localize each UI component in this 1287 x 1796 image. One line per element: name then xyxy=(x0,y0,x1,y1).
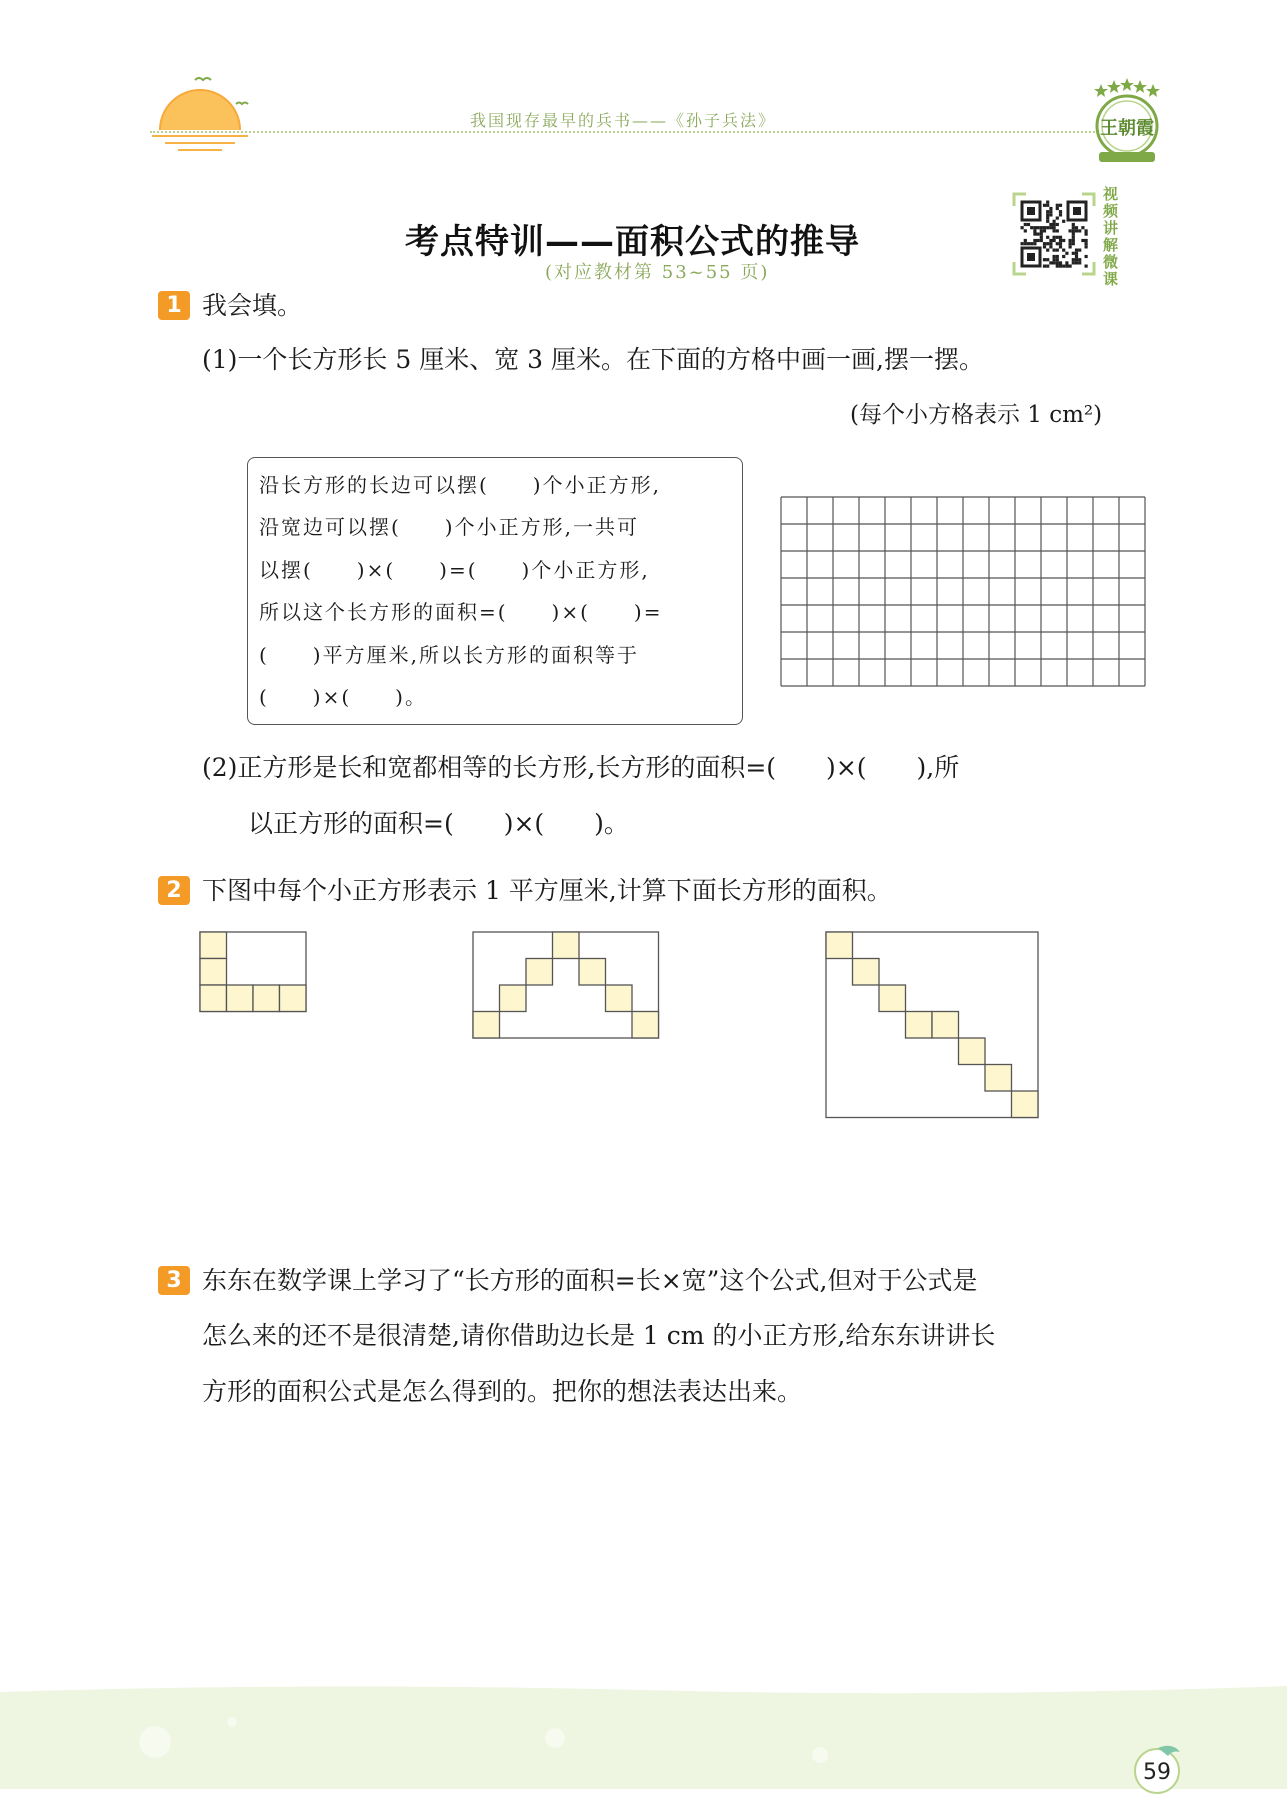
qr-module xyxy=(1062,239,1065,242)
unit-square xyxy=(906,1012,933,1039)
unit-square xyxy=(826,932,853,959)
unit-square xyxy=(553,932,580,959)
fill-box-line[interactable]: 沿宽边可以摆( )个小正方形,一共可 xyxy=(259,515,639,539)
unit-square xyxy=(200,932,227,959)
qr-module xyxy=(1053,236,1056,239)
qr-module xyxy=(1069,229,1072,232)
unit-square xyxy=(985,1065,1012,1092)
qr-module xyxy=(1046,226,1049,229)
question-1-part-2-line-2[interactable]: 以正方形的面积=( )×( )。 xyxy=(248,809,629,838)
qr-module xyxy=(1046,249,1049,252)
fill-box-line[interactable]: 所以这个长方形的面积=( )×( )= xyxy=(259,600,663,624)
qr-module xyxy=(1027,223,1030,226)
qr-module xyxy=(1062,255,1065,258)
qr-module xyxy=(1043,242,1046,245)
qr-module xyxy=(1046,258,1049,261)
qr-module xyxy=(1049,210,1052,213)
qr-module xyxy=(1043,245,1046,248)
qr-module xyxy=(1049,223,1052,226)
unit-square xyxy=(473,1012,500,1039)
qr-module xyxy=(1085,242,1088,245)
qr-module xyxy=(1049,239,1052,242)
qr-module xyxy=(1075,229,1078,232)
qr-module xyxy=(1072,226,1075,229)
qr-module xyxy=(1056,242,1059,245)
qr-module xyxy=(1024,239,1027,242)
qr-module xyxy=(1072,233,1075,236)
qr-module xyxy=(1033,226,1036,229)
fill-box-line[interactable]: 以摆( )×( )=( )个小正方形, xyxy=(259,558,650,582)
question-1-part-1: (1)一个长方形长 5 厘米、宽 3 厘米。在下面的方格中画一画,摆一摆。 xyxy=(202,345,984,374)
qr-module xyxy=(1037,226,1040,229)
unit-square xyxy=(526,959,553,986)
qr-module xyxy=(1049,242,1052,245)
unit-square xyxy=(632,1012,659,1039)
qr-label-char: 微 xyxy=(1103,253,1119,271)
qr-module xyxy=(1040,229,1043,232)
question-1-number: 1 xyxy=(158,291,190,320)
qr-module xyxy=(1024,242,1027,245)
qr-module xyxy=(1046,265,1049,268)
qr-module xyxy=(1075,255,1078,258)
question-1-part-2-line-1[interactable]: (2)正方形是长和宽都相等的长方形,长方形的面积=( )×( ),所 xyxy=(202,753,960,782)
qr-module xyxy=(1046,242,1049,245)
qr-module xyxy=(1059,213,1062,216)
qr-module xyxy=(1078,249,1081,252)
unit-square xyxy=(500,985,527,1012)
qr-module xyxy=(1033,239,1036,242)
qr-module xyxy=(1056,229,1059,232)
qr-label xyxy=(1103,186,1121,288)
qr-label-char: 频 xyxy=(1103,202,1119,220)
qr-module xyxy=(1053,220,1056,223)
unit-square xyxy=(932,1012,959,1039)
qr-module xyxy=(1053,258,1056,261)
qr-module xyxy=(1069,245,1072,248)
qr-module xyxy=(1043,226,1046,229)
qr-module xyxy=(1040,239,1043,242)
qr-module xyxy=(1056,265,1059,268)
qr-module xyxy=(1072,236,1075,239)
unit-square xyxy=(853,959,880,986)
qr-module xyxy=(1085,245,1088,248)
qr-module xyxy=(1043,258,1046,261)
qr-module xyxy=(1059,265,1062,268)
brand-logo-icon xyxy=(1087,76,1167,166)
qr-module xyxy=(1056,255,1059,258)
qr-module xyxy=(1078,261,1081,264)
qr-module xyxy=(1056,223,1059,226)
qr-module xyxy=(1059,245,1062,248)
qr-module xyxy=(1081,226,1084,229)
unit-square xyxy=(200,959,227,986)
question-3-line-1: 东东在数学课上学习了“长方形的面积=长×宽”这个公式,但对于公式是 xyxy=(202,1266,978,1295)
question-2-heading: 下图中每个小正方形表示 1 平方厘米,计算下面长方形的面积。 xyxy=(202,876,892,905)
qr-module xyxy=(1049,213,1052,216)
page-title: 考点特训——面积公式的推导 xyxy=(405,222,860,262)
unit-square xyxy=(579,959,606,986)
qr-module xyxy=(1056,236,1059,239)
qr-module xyxy=(1062,265,1065,268)
qr-module xyxy=(1085,229,1088,232)
qr-module xyxy=(1040,226,1043,229)
qr-module xyxy=(1072,252,1075,255)
qr-module xyxy=(1043,265,1046,268)
running-title: 我国现存最早的兵书——《孙子兵法》 xyxy=(470,111,777,130)
qr-module xyxy=(1056,204,1059,207)
qr-code-icon[interactable] xyxy=(1012,192,1096,276)
qr-module xyxy=(1056,261,1059,264)
area-figure-3 xyxy=(825,931,1041,1119)
header-divider xyxy=(150,131,1095,133)
unit-square xyxy=(959,1038,986,1065)
qr-module xyxy=(1056,258,1059,261)
qr-module xyxy=(1085,233,1088,236)
unit-square xyxy=(879,985,906,1012)
qr-module xyxy=(1072,242,1075,245)
unit-square xyxy=(606,985,633,1012)
qr-module xyxy=(1046,217,1049,220)
unit-square xyxy=(227,985,254,1012)
qr-module xyxy=(1046,220,1049,223)
page-subtitle: (对应教材第 53~55 页) xyxy=(545,262,770,283)
qr-label-char: 解 xyxy=(1103,236,1119,254)
qr-module xyxy=(1049,226,1052,229)
qr-module xyxy=(1046,236,1049,239)
qr-module xyxy=(1069,242,1072,245)
qr-module xyxy=(1033,229,1036,232)
qr-module xyxy=(1059,242,1062,245)
qr-module xyxy=(1062,220,1065,223)
qr-module xyxy=(1059,261,1062,264)
qr-module xyxy=(1046,204,1049,207)
qr-module xyxy=(1033,242,1036,245)
qr-module xyxy=(1069,239,1072,242)
qr-module xyxy=(1053,255,1056,258)
qr-module xyxy=(1059,204,1062,207)
qr-module xyxy=(1049,245,1052,248)
question-2-number: 2 xyxy=(158,876,190,905)
qr-module xyxy=(1075,261,1078,264)
qr-module xyxy=(1081,239,1084,242)
fill-box-line[interactable]: ( )×( )。 xyxy=(259,685,427,709)
qr-module xyxy=(1069,265,1072,268)
fill-box-line[interactable]: ( )平方厘米,所以长方形的面积等于 xyxy=(259,643,639,667)
qr-module xyxy=(1040,236,1043,239)
qr-module xyxy=(1085,239,1088,242)
qr-module xyxy=(1072,239,1075,242)
qr-module xyxy=(1075,258,1078,261)
qr-module xyxy=(1046,201,1049,204)
qr-module xyxy=(1075,226,1078,229)
qr-label-char: 讲 xyxy=(1103,219,1119,237)
qr-module xyxy=(1072,229,1075,232)
qr-module xyxy=(1037,239,1040,242)
qr-module xyxy=(1075,252,1078,255)
qr-module xyxy=(1056,217,1059,220)
question-1-unit-note: (每个小方格表示 1 cm²) xyxy=(850,402,1103,428)
qr-module xyxy=(1053,261,1056,264)
qr-module xyxy=(1053,223,1056,226)
footer-background xyxy=(0,1680,1287,1789)
qr-module xyxy=(1056,207,1059,210)
qr-module xyxy=(1037,233,1040,236)
question-3-line-2: 怎么来的还不是很清楚,请你借助边长是 1 cm 的小正方形,给东东讲讲长 xyxy=(202,1321,996,1350)
drawing-grid[interactable] xyxy=(780,496,1150,690)
question-3-line-3: 方形的面积公式是怎么得到的。把你的想法表达出来。 xyxy=(202,1377,803,1406)
qr-module xyxy=(1072,258,1075,261)
unit-square xyxy=(253,985,280,1012)
qr-label-char: 视 xyxy=(1103,185,1119,203)
qr-module xyxy=(1059,210,1062,213)
qr-module xyxy=(1078,229,1081,232)
qr-module xyxy=(1059,239,1062,242)
qr-module xyxy=(1053,239,1056,242)
qr-module xyxy=(1030,242,1033,245)
qr-module xyxy=(1053,229,1056,232)
qr-module xyxy=(1059,236,1062,239)
qr-module xyxy=(1078,258,1081,261)
fill-box-line[interactable]: 沿长方形的长边可以摆( )个小正方形, xyxy=(259,473,661,497)
qr-module xyxy=(1065,261,1068,264)
qr-module xyxy=(1046,213,1049,216)
qr-module xyxy=(1065,252,1068,255)
qr-module xyxy=(1085,255,1088,258)
qr-module xyxy=(1056,249,1059,252)
qr-module xyxy=(1049,207,1052,210)
sun-decoration-icon xyxy=(150,70,250,160)
question-3-number: 3 xyxy=(158,1266,190,1295)
qr-module xyxy=(1027,242,1030,245)
qr-module xyxy=(1072,223,1075,226)
qr-module xyxy=(1030,226,1033,229)
qr-module xyxy=(1033,233,1036,236)
qr-module xyxy=(1043,229,1046,232)
qr-module xyxy=(1075,249,1078,252)
qr-module xyxy=(1085,265,1088,268)
qr-module xyxy=(1072,261,1075,264)
qr-module xyxy=(1053,249,1056,252)
qr-module xyxy=(1049,261,1052,264)
unit-square xyxy=(200,985,227,1012)
qr-module xyxy=(1046,210,1049,213)
qr-module xyxy=(1040,233,1043,236)
qr-module xyxy=(1021,242,1024,245)
qr-module xyxy=(1024,229,1027,232)
question-1-heading: 我会填。 xyxy=(202,291,303,320)
area-figure-2 xyxy=(472,931,662,1041)
qr-module xyxy=(1065,265,1068,268)
qr-module xyxy=(1053,226,1056,229)
page-number: 59 xyxy=(1143,1760,1171,1785)
area-figure-1 xyxy=(199,931,309,1013)
qr-module xyxy=(1043,204,1046,207)
qr-label-char: 课 xyxy=(1103,270,1119,288)
brand-logo-text: 王朝霞 xyxy=(1100,118,1154,139)
unit-square xyxy=(280,985,307,1012)
qr-module xyxy=(1021,226,1024,229)
qr-module xyxy=(1024,223,1027,226)
unit-square xyxy=(1012,1091,1039,1118)
qr-module xyxy=(1062,249,1065,252)
